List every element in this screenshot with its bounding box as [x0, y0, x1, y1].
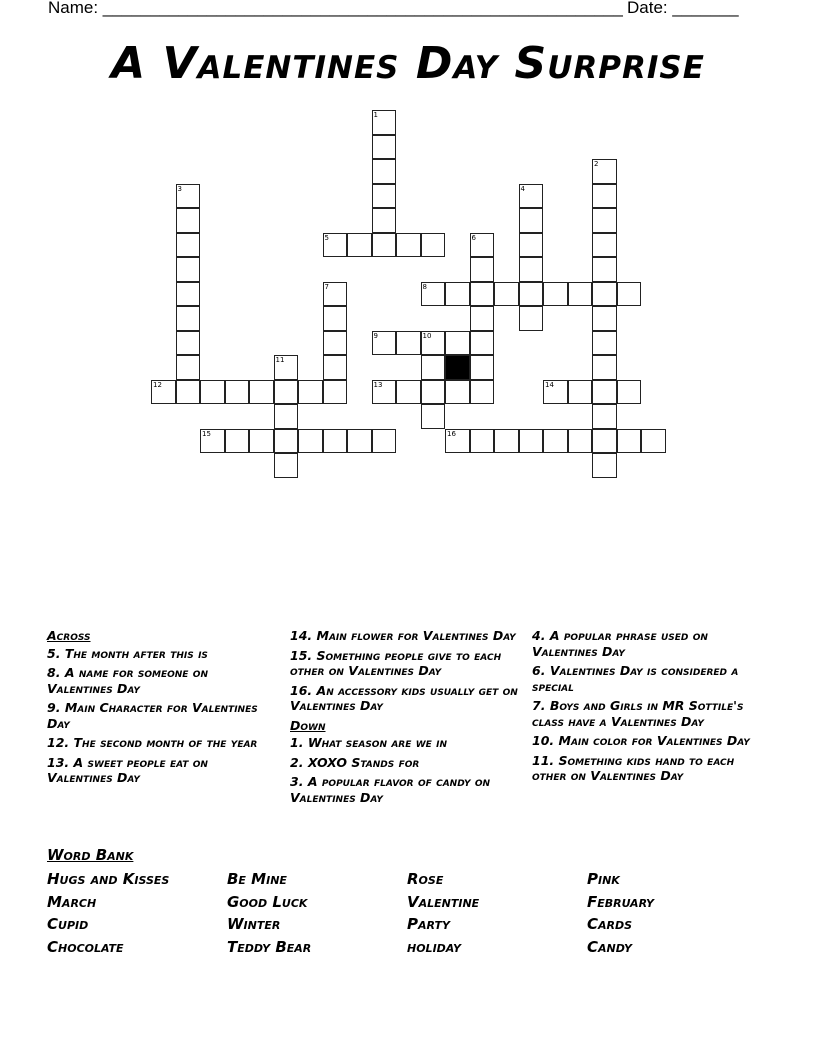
word-bank-item: March: [47, 892, 97, 911]
crossword-cell[interactable]: [519, 208, 544, 233]
word-bank-item: Valentine: [407, 892, 480, 911]
word-bank-item: February: [587, 892, 654, 911]
crossword-cell[interactable]: [176, 257, 201, 282]
crossword-cell[interactable]: [592, 404, 617, 429]
crossword-cell[interactable]: [421, 233, 446, 258]
clue-number: 4: [520, 184, 525, 193]
crossword-cell[interactable]: [274, 453, 299, 478]
crossword-cell[interactable]: [445, 282, 470, 307]
clue-number: 2: [594, 160, 599, 168]
crossword-cell[interactable]: [176, 380, 201, 405]
crossword-cell[interactable]: [519, 257, 544, 282]
crossword-cell[interactable]: [323, 355, 348, 380]
word-bank-item: Rose: [407, 870, 444, 888]
crossword-cell[interactable]: [323, 233, 348, 258]
crossword-cell[interactable]: [372, 159, 397, 184]
clue-across-16: 16. An accessory kids usually get on Valentines Day: [290, 682, 518, 713]
crossword-cell[interactable]: [470, 282, 495, 307]
crossword-cell[interactable]: [249, 429, 274, 454]
word-bank-item: Cupid: [47, 915, 89, 933]
word-bank-item: Winter: [227, 915, 281, 933]
crossword-cell[interactable]: [568, 429, 593, 454]
crossword-cell[interactable]: [470, 331, 495, 356]
crossword-cell[interactable]: [592, 184, 617, 209]
clue-number: 3: [177, 184, 182, 193]
date-field[interactable]: Date: _______: [627, 0, 739, 17]
crossword-cell[interactable]: [372, 429, 397, 454]
crossword-cell[interactable]: [470, 233, 495, 258]
clues-column-1: [47, 628, 277, 790]
clue-number: 7: [324, 282, 329, 291]
word-bank-item: Be Mine: [227, 870, 287, 888]
crossword-cell[interactable]: [200, 429, 225, 454]
crossword-cell[interactable]: [396, 331, 421, 356]
clue-number: 16: [447, 429, 456, 438]
word-bank-item: Pink: [587, 870, 620, 888]
crossword-cell[interactable]: [372, 184, 397, 209]
clue-down-6: 6. Valentines Day is considered a special: [532, 663, 739, 694]
crossword-cell[interactable]: [176, 208, 201, 233]
crossword-cell[interactable]: [176, 282, 201, 307]
crossword-cell[interactable]: [421, 331, 446, 356]
crossword-cell[interactable]: [176, 306, 201, 331]
word-bank-item: Chocolate: [47, 937, 124, 956]
crossword-cell[interactable]: [372, 208, 397, 233]
crossword-cell[interactable]: [568, 380, 593, 405]
crossword-cell[interactable]: [421, 404, 446, 429]
clue-number: 6: [471, 233, 476, 242]
clue-number: 13: [373, 380, 383, 389]
clue-across-8: 8. A name for someone on Valentines Day: [47, 665, 208, 696]
crossword-cell[interactable]: [592, 380, 617, 405]
crossword-cell[interactable]: [592, 208, 617, 233]
crossword-cell[interactable]: [519, 184, 544, 209]
crossword-cell[interactable]: [641, 429, 666, 454]
crossword-cell[interactable]: [347, 429, 372, 454]
crossword-cell[interactable]: [592, 331, 617, 356]
clue-down-7: 7. Boys and Girls in MR Sottile's class have a Valentines Day: [532, 698, 744, 729]
across-heading: Across: [47, 628, 91, 643]
crossword-cell[interactable]: [347, 233, 372, 258]
crossword-cell[interactable]: [519, 429, 544, 454]
crossword-cell[interactable]: [323, 331, 348, 356]
clue-across-12: 12. The second month of the year: [47, 735, 258, 750]
crossword-cell[interactable]: [372, 135, 397, 160]
crossword-cell[interactable]: [470, 306, 495, 331]
clue-number: 1: [373, 111, 378, 119]
clue-number: 12: [153, 380, 162, 389]
crossword-cell[interactable]: [274, 429, 299, 454]
crossword-cell[interactable]: [372, 110, 397, 135]
crossword-cell[interactable]: [592, 233, 617, 258]
crossword-cell[interactable]: [176, 331, 201, 356]
word-bank-item: Cards: [587, 915, 633, 933]
clue-number: 9: [373, 331, 378, 340]
word-bank-item: Hugs and Kisses: [47, 870, 170, 888]
clue-across-9: 9. Main Character for Valentines Day: [47, 700, 258, 731]
crossword-cell[interactable]: [592, 453, 617, 478]
crossword-cell[interactable]: [274, 380, 299, 405]
crossword-cell[interactable]: [372, 233, 397, 258]
crossword-cell[interactable]: [543, 282, 568, 307]
crossword-cell[interactable]: [298, 429, 323, 454]
clue-number: 5: [324, 233, 329, 242]
clue-number: 15: [202, 429, 211, 438]
crossword-cell[interactable]: [421, 282, 446, 307]
crossword-cell[interactable]: [592, 159, 617, 184]
crossword-cell[interactable]: [617, 380, 642, 405]
clues-column-2: [290, 628, 525, 809]
clues-column-3: [532, 628, 772, 788]
crossword-cell[interactable]: [445, 380, 470, 405]
clue-across-14: 14. Main flower for Valentines Day: [290, 628, 516, 643]
crossword-cell[interactable]: [519, 233, 544, 258]
crossword-cell[interactable]: [372, 380, 397, 405]
crossword-cell[interactable]: [372, 331, 397, 356]
crossword-cell[interactable]: [617, 429, 642, 454]
crossword-cell[interactable]: [323, 282, 348, 307]
clue-across-15: 15. Something people give to each other on Valentines Day: [290, 647, 502, 678]
crossword-cell[interactable]: [249, 380, 274, 405]
crossword-cell[interactable]: [445, 429, 470, 454]
clue-down-1: 1. What season are we in: [290, 735, 448, 750]
word-bank-item: Party: [407, 915, 450, 933]
word-bank-item: Teddy Bear: [227, 937, 312, 956]
word-bank-item: holiday: [407, 937, 462, 956]
crossword-cell[interactable]: [445, 331, 470, 356]
word-bank-item: Candy: [587, 937, 632, 956]
crossword-cell[interactable]: [421, 380, 446, 405]
word-bank-item: Good Luck: [227, 892, 308, 911]
clue-number: 14: [545, 380, 554, 389]
clue-down-10: 10. Main color for Valentines Day: [532, 733, 750, 748]
crossword-cell[interactable]: [274, 404, 299, 429]
crossword-cell[interactable]: [176, 355, 201, 380]
clue-down-11: 11. Something kids hand to each other on Valentines Day: [532, 752, 735, 783]
word-bank-list: [47, 870, 767, 956]
crossword-cell[interactable]: [225, 380, 250, 405]
crossword-cell[interactable]: [568, 282, 593, 307]
crossword-cell[interactable]: [470, 257, 495, 282]
clue-down-4: 4. A popular phrase used on Valentines Day: [532, 628, 708, 659]
crossword-cell[interactable]: [519, 282, 544, 307]
crossword-cell[interactable]: [592, 257, 617, 282]
clue-down-2: 2. XOXO Stands for: [290, 754, 420, 770]
clue-down-3: 3. A popular flavor of candy on Valentines Day: [290, 774, 491, 805]
name-field[interactable]: Name: _______________________________________________________: [48, 0, 623, 17]
crossword-cell[interactable]: [225, 429, 250, 454]
clue-number: 10: [422, 331, 432, 340]
clue-number: 11: [275, 356, 285, 364]
crossword-cell[interactable]: [176, 184, 201, 209]
crossword-cell[interactable]: [200, 380, 225, 405]
crossword-cell[interactable]: [298, 380, 323, 405]
word-bank-heading: Word Bank: [47, 846, 134, 864]
crossword-cell[interactable]: [396, 233, 421, 258]
crossword-cell[interactable]: [617, 282, 642, 307]
crossword-cell[interactable]: [592, 429, 617, 454]
crossword-cell[interactable]: [323, 429, 348, 454]
crossword-cell[interactable]: [323, 380, 348, 405]
black-cell: [445, 355, 470, 380]
crossword-cell[interactable]: [592, 355, 617, 380]
crossword-cell[interactable]: [323, 306, 348, 331]
crossword-cell[interactable]: [274, 355, 299, 380]
clue-across-5: 5. The month after this is: [47, 645, 208, 661]
crossword-cell[interactable]: [592, 282, 617, 307]
crossword-cell[interactable]: [151, 380, 176, 405]
crossword-cell[interactable]: [543, 380, 568, 405]
down-heading: Down: [290, 717, 326, 733]
crossword-cell[interactable]: [470, 429, 495, 454]
crossword-cell[interactable]: [494, 282, 519, 307]
word-bank: [47, 846, 133, 868]
crossword-cell[interactable]: [396, 380, 421, 405]
clue-number: 8: [422, 282, 427, 291]
crossword-cell[interactable]: [519, 306, 544, 331]
page-title: A Valentines Day Surprise: [111, 38, 705, 89]
crossword-cell[interactable]: [470, 355, 495, 380]
crossword-cell[interactable]: [543, 429, 568, 454]
crossword-cell[interactable]: [470, 380, 495, 405]
crossword-cell[interactable]: [494, 429, 519, 454]
crossword-cell[interactable]: [421, 355, 446, 380]
crossword-cell[interactable]: [592, 306, 617, 331]
crossword-cell[interactable]: [176, 233, 201, 258]
clue-across-13: 13. A sweet people eat on Valentines Day: [47, 754, 208, 785]
